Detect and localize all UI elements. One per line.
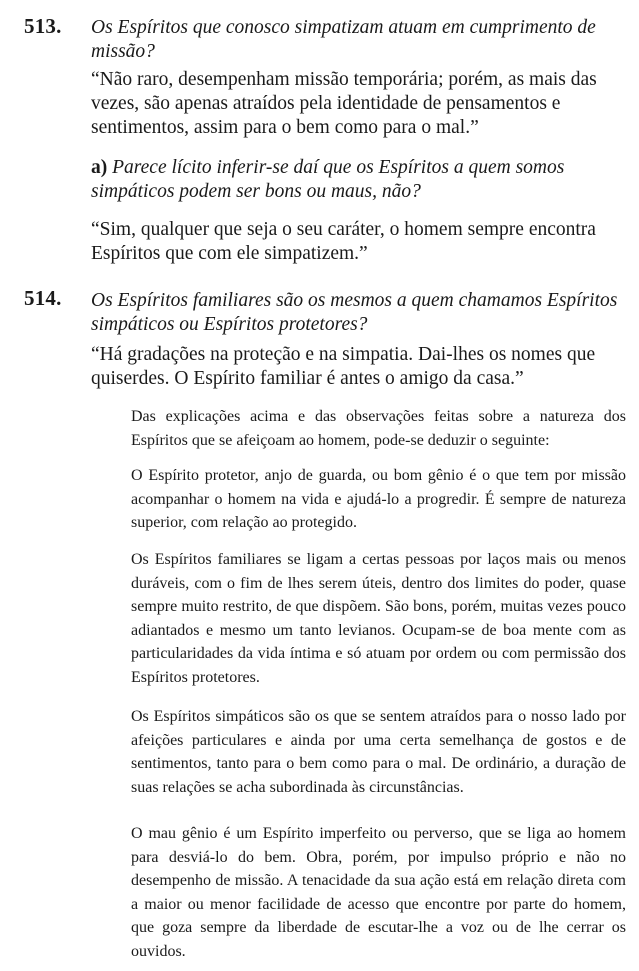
- commentary-sympathetic-spirits: Os Espíritos simpáticos são os que se sentem atraídos para o nosso lado por afeições particulares e ainda por uma certa semelhança de gostos e de sentimentos, tanto para o bem como para o mal. De ordinário, a duração de suas relações se acha subordinada às circunstâncias.: [131, 708, 626, 796]
- question-514-text: Os Espíritos familiares são os mesmos a quem chamamos Espíritos simpáticos ou Espíritos protetores?: [91, 290, 618, 335]
- question-number-514: 514.: [24, 286, 62, 310]
- question-513-text: Os Espíritos que conosco simpatizam atuam em cumprimento de missão?: [91, 17, 596, 62]
- answer-513: “Não raro, desempenham missão temporária; porém, as mais das vezes, são apenas atraídos pela identidade de pensamentos e sentimentos, assim para o bem como para o mal.”: [91, 69, 597, 138]
- question-number-513: 513.: [24, 14, 62, 38]
- commentary-intro: Das explicações acima e das observações feitas sobre a natureza dos Espíritos que se afeiçoam ao homem, pode-se deduzir o seguinte:: [131, 408, 626, 449]
- answer-514: “Há gradações na proteção e na simpatia. Dai-lhes os nomes que quiserdes. O Espírito familiar é antes o amigo da casa.”: [91, 344, 596, 389]
- commentary-familiar-spirits: Os Espíritos familiares se ligam a certas pessoas por laços mais ou menos duráveis, com o fim de lhes serem úteis, dentro dos limites do poder, quase sempre muito restrito, de que dispõem. São bons, porém, muitas vezes pouco adiantados e mesmo um tanto levianos. Ocupam-se de boa mente com as particularidades da vida íntima e só atuam por ordem ou com permissão dos Espíritos protetores.: [131, 551, 626, 686]
- commentary-bad-genius: O mau gênio é um Espírito imperfeito ou perverso, que se liga ao homem para desviá-lo do bem. Obra, porém, por impulso próprio e não no desempenho de missão. A tenacidade da sua ação está em relação direta com a maior ou menor facilidade de acesso que encontre por parte do homem, que goza sempre da liberdade de escutar-lhe a voz ou de lhe cerrar os ouvidos.: [131, 825, 626, 960]
- commentary-protector-spirit: O Espírito protetor, anjo de guarda, ou bom gênio é o que tem por missão acompanhar o homem na vida e ajudá-lo a progredir. É sempre de natureza superior, com relação ao protegido.: [131, 467, 626, 531]
- subquestion-letter: a): [91, 157, 108, 178]
- subquestion-513a: [91, 156, 626, 204]
- answer-513a: “Sim, qualquer que seja o seu caráter, o homem sempre encontra Espíritos que com ele simpatizem.”: [91, 219, 596, 264]
- subquestion-text: Parece lícito inferir-se daí que os Espíritos a quem somos simpáticos podem ser bons ou maus, não?: [91, 157, 565, 202]
